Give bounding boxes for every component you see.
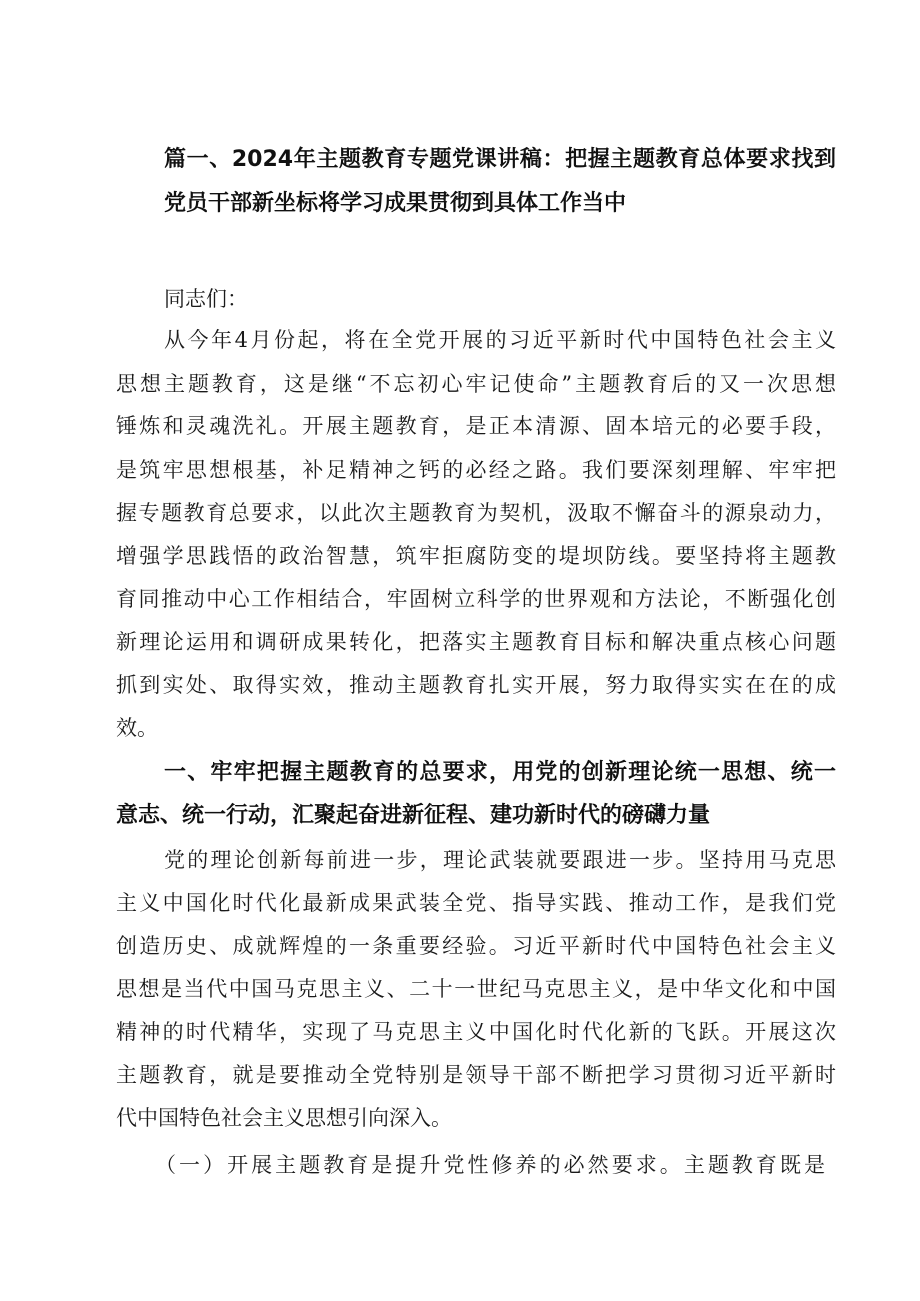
paragraph-line: 新理论运用和调研成果转化，把落实主题教育目标和解决重点核心问题 [116,630,836,654]
document-title-line-1: 篇一、2024年主题教育专题党课讲稿：把握主题教育总体要求找到 [164,147,836,172]
paragraph-line: 创造历史、成就辉煌的一条重要经验。习近平新时代中国特色社会主义 [116,934,836,958]
paragraph-line: 主义中国化时代化最新成果武装全党、指导实践、推动工作，是我们党 [116,891,836,915]
paragraph-line: 握专题教育总要求，以此次主题教育为契机，汲取不懈奋斗的源泉动力， [116,501,836,525]
paragraph-line: 增强学思践悟的政治智慧，筑牢拒腐防变的堤坝防线。要坚持将主题教 [116,544,836,568]
document-title-line-2: 党员干部新坐标将学习成果贯彻到具体工作当中 [164,191,627,216]
paragraph-line: 锤炼和灵魂洗礼。开展主题教育，是正本清源、固本培元的必要手段， [116,414,836,438]
paragraph-line: 从今年4月份起，将在全党开展的习近平新时代中国特色社会主义 [164,328,836,352]
paragraph-line: 代中国特色社会主义思想引向深入。 [116,1106,452,1130]
subsection-heading: （一）开展主题教育是提升党性修养的必然要求。主题教育既是 [155,1153,825,1177]
paragraph-line: 思想主题教育，这是继“不忘初心牢记使命”主题教育后的又一次思想 [116,372,836,396]
paragraph-line: 党的理论创新每前进一步，理论武装就要跟进一步。坚持用马克思 [164,848,836,872]
section-heading-line-2: 意志、统一行动，汇聚起奋进新征程、建功新时代的磅礴力量 [116,803,711,828]
section-heading-line-1: 一、牢牢把握主题教育的总要求，用党的创新理论统一思想、统一 [164,760,836,785]
paragraph-line: 主题教育，就是要推动全党特别是领导干部不断把学习贯彻习近平新时 [116,1063,836,1087]
paragraph-line: 抓到实处、取得实效，推动主题教育扎实开展，努力取得实实在在的成 [116,673,836,697]
paragraph-line: 精神的时代精华，实现了马克思主义中国化时代化新的飞跃。开展这次 [116,1020,836,1044]
paragraph-line: 效。 [116,716,158,740]
salutation: 同志们： [164,287,248,311]
paragraph-line: 育同推动中心工作相结合，牢固树立科学的世界观和方法论，不断强化创 [116,587,836,611]
paragraph-line: 思想是当代中国马克思主义、二十一世纪马克思主义，是中华文化和中国 [116,977,836,1001]
paragraph-line: 是筑牢思想根基，补足精神之钙的必经之路。我们要深刻理解、牢牢把 [116,458,836,482]
